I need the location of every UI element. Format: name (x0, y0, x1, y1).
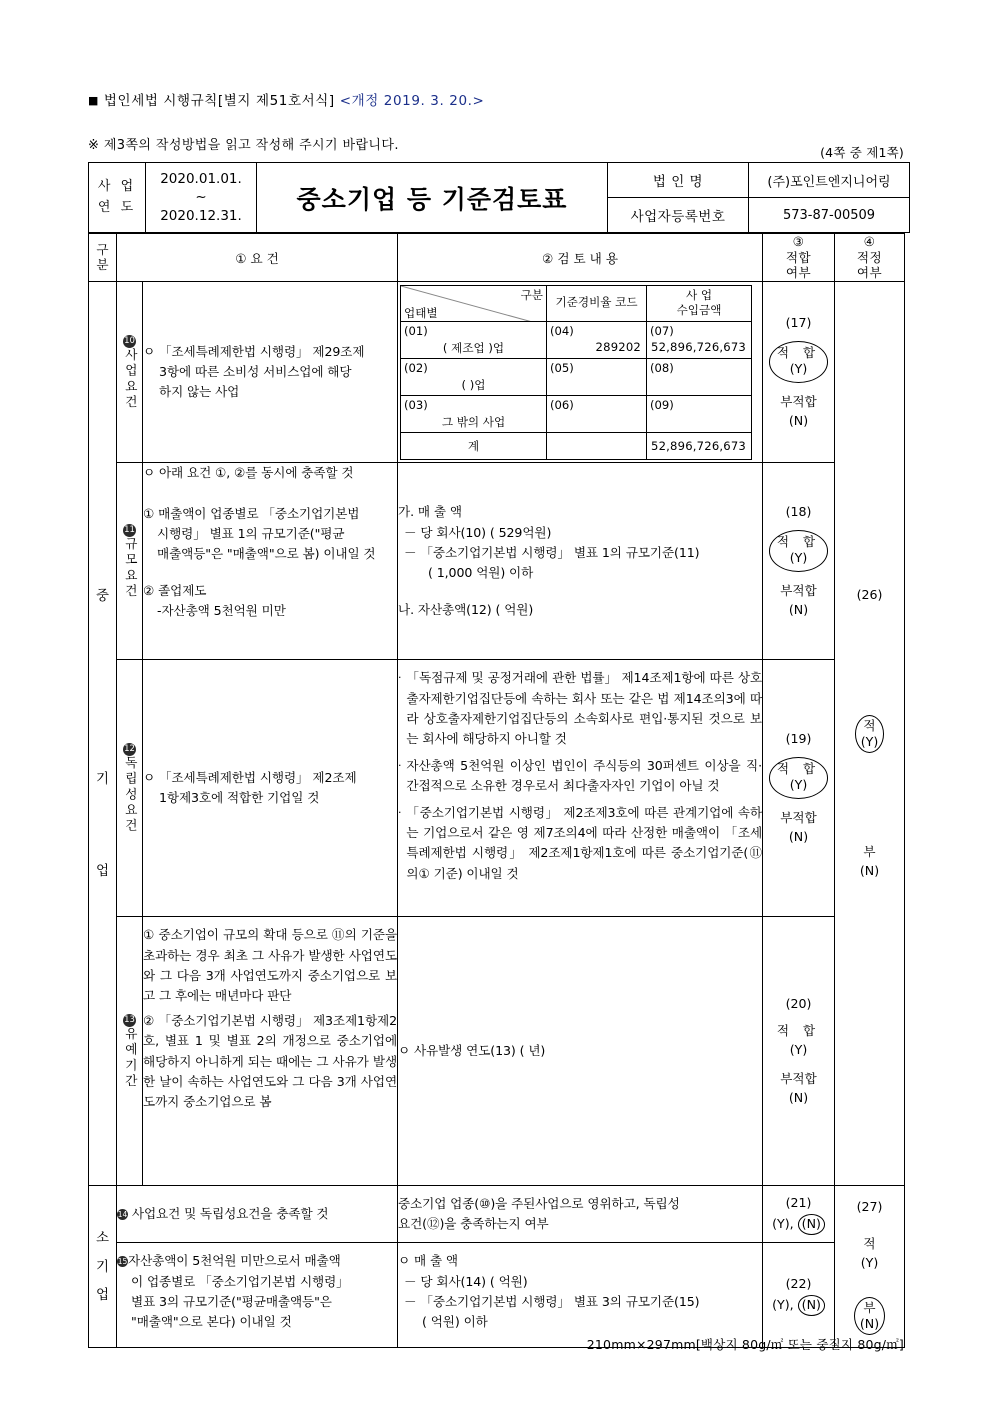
corner-label-uptae: 업태별 (404, 305, 438, 320)
row-small-scale-requirement (89, 1243, 905, 1348)
requirement-scale (143, 463, 398, 660)
selection-ellipse-icon (769, 757, 828, 799)
review-grace: ㅇ 사유발생 연도(13) ( 년) (398, 917, 763, 1186)
fit-cell-business[interactable] (763, 282, 835, 463)
criteria-review-table (88, 233, 905, 1348)
circled-number-12: 12 (124, 743, 135, 754)
income-label-1: 사 업 (685, 287, 713, 302)
fit-no-label: 부적합 (780, 393, 817, 409)
paper-spec-footer: 210mm×297mm[백상지 80g/㎡ 또는 중질지 80g/㎡] (586, 1337, 904, 1352)
requirement-grace (143, 917, 398, 1186)
final-yes-code: (Y) (860, 1254, 879, 1270)
revision-date-text: <개정 2019. 3. 20.> (339, 93, 485, 109)
square-bullet-icon: ■ (88, 94, 99, 107)
document-header-table (88, 162, 910, 233)
inner-row-total (401, 432, 752, 459)
review-business (398, 282, 763, 463)
fit-yes-business[interactable] (763, 341, 834, 383)
bullet-item-2 (398, 756, 762, 797)
code-01: 289202 (595, 339, 642, 354)
fit-yes-code: (Y) (789, 550, 808, 566)
fit-cell-scale[interactable] (763, 463, 835, 660)
selection-ellipse-icon (854, 1297, 885, 1335)
dot-bullet-icon: · (398, 671, 402, 685)
small-biz-rev-1: 중소기업 업종(⑩)을 주된사업으로 영위하고, 독립성 (398, 1195, 680, 1211)
inner-row-03 (401, 395, 752, 432)
small-scale-req-2: 이 업종별로 「중소기업기본법 시행령」 (131, 1273, 349, 1289)
fiscal-year-value (146, 163, 257, 233)
requirement-small-biz (117, 1186, 398, 1243)
fit-choice-n[interactable]: (N) (801, 1296, 821, 1312)
small-scale-req-4: "매출액"으로 본다) 이내일 것 (131, 1314, 292, 1330)
corp-name-value: (주)포인트엔지니어링 (749, 163, 910, 198)
small-scale-req-1: 자산총액이 5천억원 미만으로서 매출액 (128, 1253, 341, 1269)
total-code (547, 432, 647, 459)
no-code-03: (06) (550, 397, 574, 412)
fit-no-label: 부적합 (780, 582, 817, 598)
selection-ellipse-icon (769, 341, 828, 383)
grace-req-item-2: ② 「중소기업기본법 시행령」 제3조제1항제2호, 별표 1 및 별표 2의 개정으로 중소기업에 해당하지 아니하게 되는 때에는 그 사유가 발생한 날이 속하는 사업연도와 그 다음 3개 사업연도까지 중소기업으로 봄 (143, 1012, 398, 1110)
scale-req-1: ㅇ 아래 요건 ①, ②를 동시에 충족할 것 (143, 465, 354, 481)
final-ok-cell-small[interactable] (835, 1186, 905, 1348)
scale-rev-5: 나. 자산총액(12) ( 억원) (398, 601, 534, 617)
small-char-2: 기 (95, 1258, 110, 1275)
gubun-char-1: 구 (96, 242, 109, 258)
fit-marker: ③ (792, 234, 805, 249)
fit-yes-grace[interactable] (763, 1022, 834, 1060)
no-type-01: (01) (404, 323, 428, 338)
dot-bullet-icon: · (398, 758, 402, 772)
inner-header-income (647, 285, 752, 321)
column-header-review: ② 검 토 내 용 (398, 234, 763, 282)
review-small-biz (398, 1186, 763, 1243)
bullet-text-2: 자산총액 5천억원 이상인 법인이 주식등의 30퍼센트 이상을 직·간접적으로 소유한 경우로서 최다출자자인 기업이 아닐 것 (406, 757, 763, 794)
fit-yes-code: (Y) (789, 1041, 808, 1057)
fit-number-18: (18) (785, 504, 812, 519)
indep-req-1: ㅇ 「조세특례제한법 시행령」 제2조제 (143, 769, 357, 785)
cell-type-01 (401, 321, 547, 358)
fit-number-21: (21) (785, 1194, 812, 1210)
total-label: 계 (401, 432, 547, 459)
no-type-03: (03) (404, 397, 428, 412)
inner-row-01 (401, 321, 752, 358)
inner-header-code: 기준경비율 코드 (547, 285, 647, 321)
column-header-ok (835, 234, 905, 282)
fiscal-year-from: 2020.01.01. (160, 171, 242, 188)
fit-choice-y[interactable]: (Y), (772, 1296, 794, 1312)
item-number-grace (117, 917, 143, 1186)
requirement-small-scale (117, 1243, 398, 1348)
final-no-label: 부 (863, 1299, 876, 1315)
type-name-02: ( )업 (461, 377, 486, 392)
cell-amount-01 (647, 321, 752, 358)
small-biz-rev-2: 요건(⑫)을 충족하는지 여부 (398, 1216, 549, 1232)
fit-choice-n[interactable]: (N) (801, 1215, 821, 1231)
column-header-requirement: ① 요 건 (117, 234, 398, 282)
cell-amount-03 (647, 395, 752, 432)
item-number-independence (117, 660, 143, 917)
item-number-business (117, 282, 143, 463)
fit-yes-independence[interactable] (763, 757, 834, 799)
scale-rev-3: － 「중소기업기본법 시행령」 별표 1의 규모기준(11) (404, 545, 700, 560)
final-ok-yes-small[interactable] (835, 1235, 904, 1273)
business-registration-label: 사업자등록번호 (608, 198, 749, 233)
fiscal-year-label-line1: 사 업 (97, 179, 137, 195)
final-ok-yes-sme[interactable] (835, 715, 904, 753)
fit-no-business[interactable] (763, 393, 834, 431)
fit-no-label: 부적합 (780, 1070, 817, 1086)
no-type-02: (02) (404, 360, 428, 375)
fit-number-20: (20) (785, 995, 812, 1011)
fit-yes-label: 적 합 (776, 533, 821, 549)
item-label-business: 사업요건 (122, 347, 138, 410)
fit-cell-grace[interactable] (763, 917, 835, 1186)
fit-no-code: (N) (788, 1089, 809, 1105)
scale-req-6: -자산총액 5천억원 미만 (157, 603, 286, 619)
item-label-grace: 유예기간 (122, 1026, 138, 1089)
fit-yes-scale[interactable] (763, 530, 834, 572)
circled-number-15: 15 (117, 1257, 128, 1267)
fiscal-year-label-line2: 연 도 (97, 199, 137, 215)
fit-cell-small-biz[interactable] (763, 1186, 835, 1243)
row-business-requirement (89, 282, 905, 463)
final-no-label: 부 (863, 844, 876, 860)
small-scale-rev-1: ㅇ 매 출 액 (398, 1253, 458, 1269)
cell-code-02 (547, 358, 647, 395)
grace-req-item-1: ① 중소기업이 규모의 확대 등으로 ⑪의 기준을 초과하는 경우 최초 그 사유가 발생한 사업연도와 그 다음 3개 사업연도까지 중소기업으로 보고 그 후에는 매년마다 판단 (143, 927, 398, 1004)
corp-name-label: 법 인 명 (608, 163, 749, 198)
cell-type-02 (401, 358, 547, 395)
column-header-gubun (89, 234, 117, 282)
cell-type-03 (401, 395, 547, 432)
inner-row-02 (401, 358, 752, 395)
fiscal-year-label (89, 163, 146, 233)
item-label-independence: 독립성요건 (122, 755, 138, 834)
ok-label-2: 여부 (856, 265, 883, 281)
business-type-table (400, 285, 752, 460)
scale-req-3: 시행령」 별표 1의 규모기준("평균 (157, 525, 345, 541)
fiscal-year-tilde: ~ (195, 189, 207, 206)
corner-label-gubun: 구분 (520, 287, 544, 302)
circled-number-11: 11 (124, 524, 135, 535)
small-scale-rev-3: － 「중소기업기본법 시행령」 별표 3의 규모기준(15) (404, 1293, 700, 1309)
sme-char-2: 기 (95, 770, 110, 787)
fit-choice-small-scale[interactable] (772, 1295, 825, 1316)
ok-label-1: 적정 (856, 249, 883, 265)
final-no-code: (N) (859, 1315, 880, 1331)
selection-ellipse-icon (769, 530, 828, 572)
no-amt-02: (08) (650, 360, 674, 375)
req-line-3: 하지 않는 사업 (159, 384, 240, 400)
selection-ellipse-icon (855, 715, 885, 753)
scale-req-5: ② 졸업제도 (143, 582, 207, 598)
scale-rev-4: ( 1,000 억원) 이하 (428, 565, 534, 581)
small-biz-req-text: 사업요건 및 독립성요건을 충족할 것 (131, 1206, 329, 1221)
cell-code-03 (547, 395, 647, 432)
final-no-code: (N) (859, 863, 880, 879)
final-yes-label: 적 (863, 1236, 876, 1252)
final-number-27: (27) (856, 1199, 883, 1215)
scale-req-2: ① 매출액이 업종별로 「중소기업기본법 (143, 505, 360, 521)
bullet-text-3: 「중소기업기본법 시행령」 제2조제3호에 따른 관계기업에 속하는 기업으로서 같은 영 제7조의4에 따라 산정한 매출액이 「조세특례제한법 시행령」 제2조제1항제1호에 따른 중소기업기준(⑪의① 기준) 이내일 것 (406, 804, 763, 881)
table-header-row (89, 234, 905, 282)
fit-no-grace[interactable] (763, 1070, 834, 1108)
circled-number-10: 10 (124, 335, 135, 346)
fit-yes-label: 적 합 (776, 760, 821, 776)
indep-req-2: 1항제3호에 적합한 기업일 것 (159, 790, 320, 806)
item-number-scale (117, 463, 143, 660)
row-scale-requirement (89, 463, 905, 660)
selection-ellipse-icon (798, 1214, 825, 1235)
row-small-biz-requirement (89, 1186, 905, 1243)
requirement-business (143, 282, 398, 463)
type-name-03: 그 밖의 사업 (441, 414, 506, 429)
final-yes-label: 적 (863, 718, 876, 734)
law-reference-text: 법인세법 시행규칙[별지 제51호서식] (103, 93, 335, 109)
gubun-char-2: 분 (96, 256, 109, 272)
fit-yes-code: (Y) (789, 361, 808, 377)
small-char-3: 업 (95, 1286, 110, 1303)
final-yes-code: (Y) (860, 733, 879, 749)
fit-choice-y[interactable]: (Y), (772, 1215, 794, 1231)
row-independence-requirement (89, 660, 905, 917)
fit-no-code: (N) (788, 828, 809, 844)
instruction-notice: ※ 제3쪽의 작성방법을 읽고 작성해 주시기 바랍니다. (88, 138, 399, 153)
no-amt-01: (07) (650, 323, 674, 338)
review-small-scale (398, 1243, 763, 1348)
fit-yes-label: 적 합 (776, 1022, 821, 1038)
fit-number-19: (19) (785, 731, 812, 746)
req-line-2: 3항에 따른 소비성 서비스업에 해당 (159, 364, 352, 379)
fit-cell-independence[interactable] (763, 660, 835, 917)
group-label-small (89, 1186, 117, 1348)
scale-rev-2: － 당 회사(10) ( 529억원) (404, 524, 552, 540)
req-line-1: ㅇ 「조세특례제한법 시행령」 제29조제 (143, 343, 365, 359)
scale-req-4: 매출액등"은 "매출액"으로 봄) 이내일 것 (157, 546, 376, 562)
fit-yes-label: 적 합 (776, 344, 821, 360)
bullet-text-1: 「독점규제 및 공정거래에 관한 법률」 제14조제1항에 따른 상호출자제한기업집단등에 속하는 회사 또는 같은 법 제14조의3에 따라 상호출자제한기업집단등의 소속회사로 편입·통지된 것으로 보는 회사에 해당하지 아니할 것 (406, 670, 763, 747)
review-independence (398, 660, 763, 917)
fit-no-independence[interactable] (763, 809, 834, 847)
fit-no-code: (N) (788, 601, 809, 617)
sme-char-3: 업 (95, 862, 110, 879)
cell-code-01 (547, 321, 647, 358)
ok-marker: ④ (863, 234, 876, 249)
fit-number-22: (22) (785, 1275, 812, 1291)
dot-bullet-icon: · (398, 805, 402, 819)
fit-number-17: (17) (785, 315, 812, 330)
fit-yes-code: (Y) (789, 777, 808, 793)
circled-number-13: 13 (124, 1014, 135, 1025)
fit-choice-small-biz[interactable] (772, 1214, 825, 1235)
amount-01: 52,896,726,673 (651, 339, 747, 354)
selection-ellipse-icon (798, 1295, 825, 1316)
requirement-independence (143, 660, 398, 917)
final-number-26: (26) (856, 587, 883, 603)
bullet-item-1 (398, 668, 762, 750)
income-label-2: 수입금액 (676, 303, 722, 318)
final-ok-no-small[interactable] (835, 1297, 904, 1335)
column-header-fit (763, 234, 835, 282)
law-reference-line (88, 89, 484, 109)
type-name-01: ( 제조업 )업 (442, 340, 505, 355)
group-label-sme (89, 282, 117, 1186)
document-title-cell (257, 163, 608, 233)
item-label-scale: 규모요건 (122, 536, 138, 599)
fit-no-code: (N) (788, 412, 809, 428)
no-code-02: (05) (550, 360, 574, 375)
no-amt-03: (09) (650, 397, 674, 412)
business-registration-value: 573-87-00509 (749, 198, 910, 233)
total-amount (647, 432, 752, 459)
row-grace-period (89, 917, 905, 1186)
review-scale (398, 463, 763, 660)
cell-amount-02 (647, 358, 752, 395)
inner-corner-cell (401, 285, 547, 321)
fit-no-label: 부적합 (780, 809, 817, 825)
small-scale-req-3: 별표 3의 규모기준("평균매출액등"은 (131, 1293, 332, 1309)
no-code-01: (04) (550, 323, 574, 338)
fit-no-scale[interactable] (763, 582, 834, 620)
small-scale-rev-4: ( 억원) 이하 (422, 1314, 488, 1330)
fit-label-2: 여부 (785, 265, 812, 281)
page-indicator: (4쪽 중 제1쪽) (820, 145, 904, 160)
final-ok-cell-sme[interactable] (835, 282, 905, 1186)
fit-label-1: 적합 (785, 249, 812, 265)
page-title: 중소기업 등 기준검토표 (296, 184, 568, 214)
final-ok-no-sme[interactable] (835, 843, 904, 881)
circled-number-14: 14 (117, 1210, 128, 1219)
small-char-1: 소 (95, 1230, 110, 1247)
scale-rev-1: 가. 매 출 액 (398, 504, 462, 520)
small-scale-rev-2: － 당 회사(14) ( 억원) (404, 1273, 528, 1289)
total-amount-value: 52,896,726,673 (651, 438, 747, 453)
bullet-item-3 (398, 803, 762, 885)
sme-char-1: 중 (95, 588, 110, 605)
fit-cell-small-scale[interactable] (763, 1243, 835, 1348)
fiscal-year-to: 2020.12.31. (160, 207, 242, 224)
